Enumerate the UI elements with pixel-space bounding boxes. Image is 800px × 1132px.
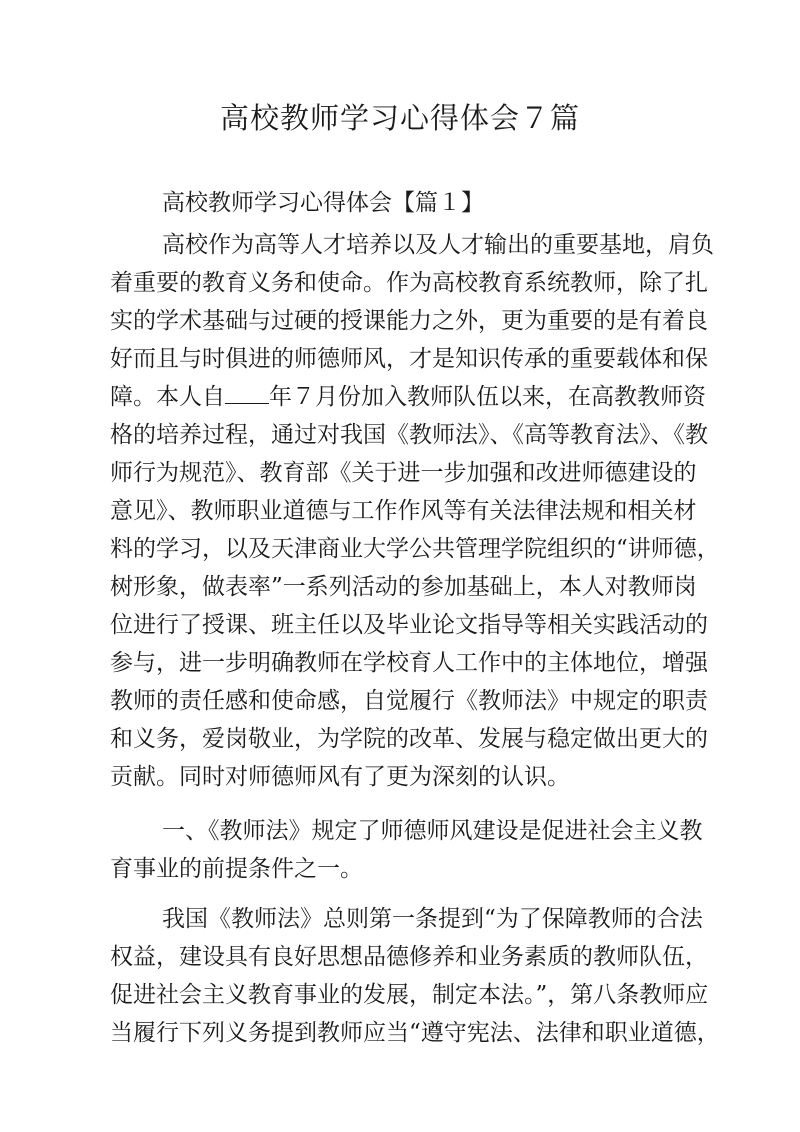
paragraph-1-line-14: 和义务，爱岗敬业，为学院的改革、发展与稳定做出更大的 xyxy=(110,726,708,752)
paragraph-1-line-1: 高校作为高等人才培养以及人才输出的重要基地，肩负 xyxy=(162,232,714,258)
paragraph-1-line-13: 教师的责任感和使命感，自觉履行《教师法》中规定的职责 xyxy=(110,688,708,714)
paragraph-1-line-5-end: 年７月份加入教师队伍以来，在高教教师资 xyxy=(269,384,706,410)
paragraph-1-line-7: 师行为规范》、教育部《关于进一步加强和改进师德建设的 xyxy=(110,460,697,486)
paragraph-1-line-11: 位进行了授课、班主任以及毕业论文指导等相关实践活动的 xyxy=(110,612,708,638)
paragraph-1-line-4: 好而且与时俱进的师德师风，才是知识传承的重要载体和保 xyxy=(110,346,708,372)
paragraph-1-line-3: 实的学术基础与过硬的授课能力之外，更为重要的是有着良 xyxy=(110,308,708,334)
paragraph-3-line-2: 权益，建设具有良好思想品德修养和业务素质的教师队伍， xyxy=(110,944,708,970)
paragraph-2-line-2: 育事业的前提条件之一。 xyxy=(110,856,363,882)
document-title: 高校教师学习心得体会７篇 xyxy=(219,101,580,135)
section-heading: 高校教师学习心得体会【篇１】 xyxy=(162,190,484,216)
paragraph-1-line-10: 树形象，做表率”一系列活动的参加基础上，本人对教师岗 xyxy=(110,574,697,600)
paragraph-1-line-5 xyxy=(110,382,706,412)
fill-in-blank xyxy=(225,383,269,404)
paragraph-1-line-5-start: 障。本人自 xyxy=(110,384,225,410)
paragraph-1-line-6: 格的培养过程，通过对我国《教师法》、《高等教育法》、《教 xyxy=(110,422,708,448)
paragraph-3-line-4: 当履行下列义务提到教师应当“遵守宪法、法律和职业道德， xyxy=(110,1020,720,1046)
paragraph-1-line-8: 意见》、教师职业道德与工作作风等有关法律法规和相关材 xyxy=(110,498,697,524)
paragraph-1-line-9: 料的学习，以及天津商业大学公共管理学院组织的“讲师德， xyxy=(110,536,720,562)
paragraph-2-line-1: 一、《教师法》规定了师德师风建设是促进社会主义教 xyxy=(162,818,703,844)
paragraph-1-line-2: 着重要的教育义务和使命。作为高校教育系统教师，除了扎 xyxy=(110,270,708,296)
paragraph-3-line-1: 我国《教师法》总则第一条提到“为了保障教师的合法 xyxy=(162,906,703,932)
paragraph-1-line-12: 参与，进一步明确教师在学校育人工作中的主体地位，增强 xyxy=(110,650,708,676)
paragraph-3-line-3: 促进社会主义教育事业的发展，制定本法。”，第八条教师应 xyxy=(110,982,709,1008)
paragraph-1-line-15: 贡献。同时对师德师风有了更为深刻的认识。 xyxy=(110,764,570,790)
